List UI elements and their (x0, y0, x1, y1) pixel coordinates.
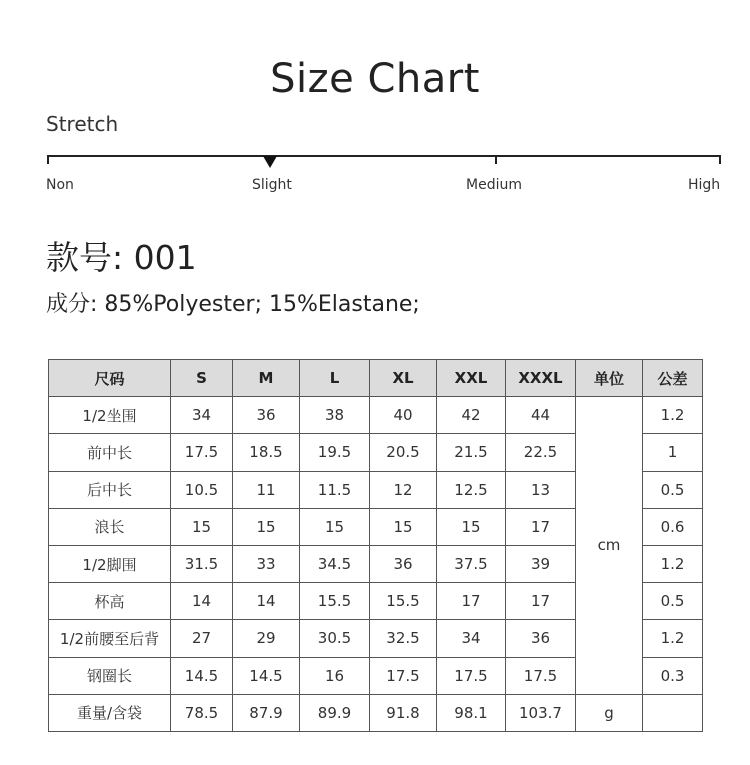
table-cell: 78.5 (171, 694, 233, 731)
table-cell: 44 (506, 397, 576, 434)
tolerance-cell: 0.5 (643, 471, 703, 508)
weight-row (49, 694, 703, 731)
stretch-marker-icon (263, 156, 277, 168)
table-cell: 22.5 (506, 434, 576, 471)
table-cell: 36 (233, 397, 300, 434)
table-cell: 15 (370, 508, 437, 545)
table-cell: 12 (370, 471, 437, 508)
table-cell: 15 (171, 508, 233, 545)
table-cell: 32.5 (370, 620, 437, 657)
table-header-cell: M (233, 360, 300, 397)
row-label: 重量/含袋 (49, 694, 171, 731)
row-label: 杯高 (49, 583, 171, 620)
table-cell: 12.5 (437, 471, 506, 508)
table-header-cell: L (300, 360, 370, 397)
stretch-label: Stretch (46, 112, 119, 136)
table-cell: 15.5 (370, 583, 437, 620)
table-cell: 36 (506, 620, 576, 657)
table-cell: 33 (233, 545, 300, 582)
table-cell: 17 (506, 508, 576, 545)
table-cell: 18.5 (233, 434, 300, 471)
table-cell: 10.5 (171, 471, 233, 508)
table-cell: 42 (437, 397, 506, 434)
table-cell: 15 (437, 508, 506, 545)
tolerance-cell: 0.3 (643, 657, 703, 694)
table-cell: 15.5 (300, 583, 370, 620)
table-cell: 34.5 (300, 545, 370, 582)
tolerance-cell: 1 (643, 434, 703, 471)
table-cell: 11.5 (300, 471, 370, 508)
tolerance-cell: 0.6 (643, 508, 703, 545)
table-cell: 17.5 (171, 434, 233, 471)
table-header-cell: XXL (437, 360, 506, 397)
tolerance-cell: 1.2 (643, 397, 703, 434)
table-cell: 21.5 (437, 434, 506, 471)
tolerance-cell: 1.2 (643, 545, 703, 582)
table-cell: 15 (300, 508, 370, 545)
table-header-cell: 公差 (643, 360, 703, 397)
table-cell: 20.5 (370, 434, 437, 471)
table-cell: 17 (437, 583, 506, 620)
table-cell: 17 (506, 583, 576, 620)
table-cell: 16 (300, 657, 370, 694)
table-cell: 103.7 (506, 694, 576, 731)
table-cell: 17.5 (437, 657, 506, 694)
table-cell: 13 (506, 471, 576, 508)
stretch-level-slight: Slight (252, 177, 292, 193)
table-cell: 98.1 (437, 694, 506, 731)
table-cell: 30.5 (300, 620, 370, 657)
stretch-tick-medium (495, 155, 497, 164)
table-cell: 17.5 (370, 657, 437, 694)
table-cell: 14 (171, 583, 233, 620)
table-header-row (49, 360, 703, 397)
row-label: 浪长 (49, 508, 171, 545)
tolerance-cell: 0.5 (643, 583, 703, 620)
table-cell: 15 (233, 508, 300, 545)
table-cell: 14.5 (233, 657, 300, 694)
stretch-level-non: Non (46, 177, 74, 193)
table-cell: 87.9 (233, 694, 300, 731)
table-cell: 38 (300, 397, 370, 434)
row-label: 钢圈长 (49, 657, 171, 694)
table-cell: 39 (506, 545, 576, 582)
row-label: 1/2坐围 (49, 397, 171, 434)
table-cell: 36 (370, 545, 437, 582)
row-label: 前中长 (49, 434, 171, 471)
table-cell: 29 (233, 620, 300, 657)
table-cell: 40 (370, 397, 437, 434)
size-table (48, 359, 703, 732)
table-cell: 27 (171, 620, 233, 657)
table-header-cell: 单位 (576, 360, 643, 397)
table-cell: 14.5 (171, 657, 233, 694)
table-row (49, 397, 703, 434)
row-label: 后中长 (49, 471, 171, 508)
style-number: 款号: 001 (46, 238, 197, 277)
table-header-cell: 尺码 (49, 360, 171, 397)
table-cell: 19.5 (300, 434, 370, 471)
composition: 成分: 85%Polyester; 15%Elastane; (46, 292, 420, 317)
page-title: Size Chart (270, 56, 480, 102)
table-header-cell: S (171, 360, 233, 397)
table-cell: 14 (233, 583, 300, 620)
unit-cell: g (576, 694, 643, 731)
row-label: 1/2前腰至后背 (49, 620, 171, 657)
stretch-level-high: High (688, 177, 721, 193)
table-cell: 11 (233, 471, 300, 508)
tolerance-cell: 1.2 (643, 620, 703, 657)
stretch-tick-non (47, 155, 49, 164)
table-cell: 34 (171, 397, 233, 434)
tolerance-cell (643, 694, 703, 731)
stretch-scale-line (47, 155, 721, 157)
table-cell: 91.8 (370, 694, 437, 731)
stretch-tick-high (719, 155, 721, 164)
row-label: 1/2脚围 (49, 545, 171, 582)
stretch-level-medium: Medium (466, 177, 522, 193)
table-cell: 17.5 (506, 657, 576, 694)
table-header-cell: XXXL (506, 360, 576, 397)
table-cell: 37.5 (437, 545, 506, 582)
unit-cell: cm (576, 397, 643, 695)
table-header-cell: XL (370, 360, 437, 397)
table-cell: 34 (437, 620, 506, 657)
table-cell: 31.5 (171, 545, 233, 582)
table-cell: 89.9 (300, 694, 370, 731)
